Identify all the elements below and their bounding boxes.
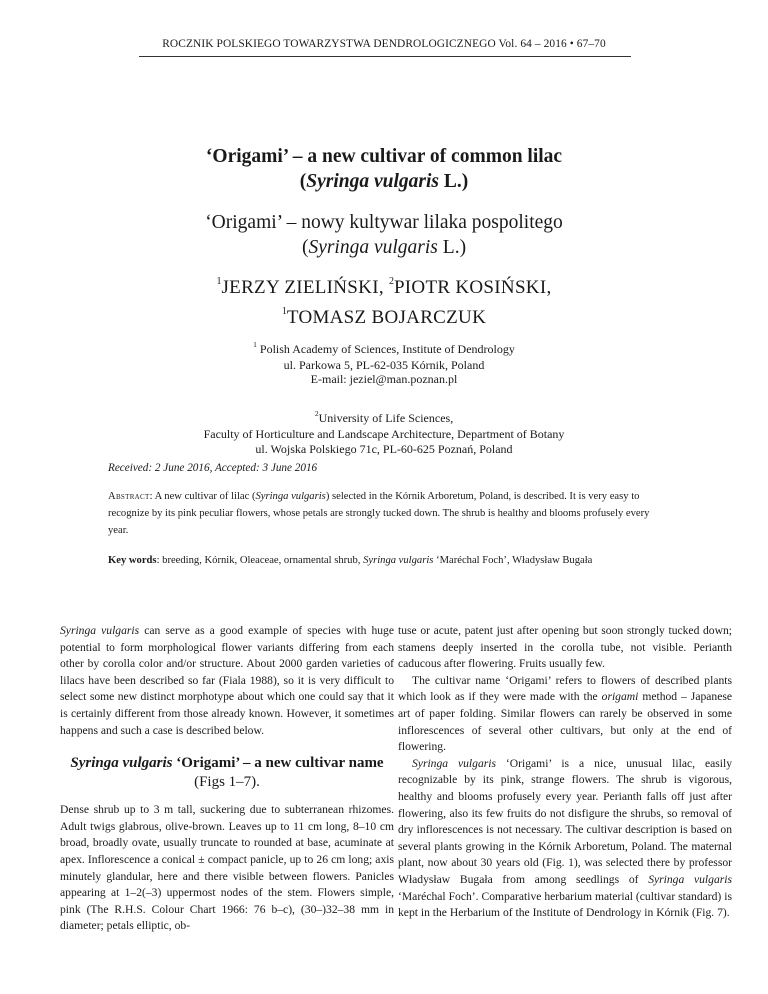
title-polish: ‘Origami’ – nowy kultywar lilaka pospolitego (Syringa vulgaris L.) — [205, 212, 563, 258]
description-paragraph: Dense shrub up to 3 m tall, suckering due to subterranean rhizomes. Adult twigs glabrous, olive-brown. Leaves up to 11 cm long, 8–10 cm broad, broadly ovate, usually truncate to rounded at base, acuminate at apex. Inflorescence a conical ± compact panicle, up to 26 cm long; axis minutely glandular, here and there visible between flowers. Panicles appearing at 1–2(–3) uppermost nodes of the stem. Flowers simple, pink (The R.H.S. Colour Chart 1966: 76 b–c), (30–)32–38 mm in diameter; petals elliptic, ob- — [60, 803, 394, 933]
email-address: E-mail: jeziel@man.poznan.pl — [310, 372, 458, 386]
title-english: ‘Origami’ – a new cultivar of common lilac (Syringa vulgaris L.) — [205, 146, 563, 192]
cultivar-name-paragraph: The cultivar name ‘Origami’ refers to flowers of described plants which look as if they were made with the origami method – Japanese art of paper folding. Similar flowers can rarely be observed in some inflorescences of several other cultivars, but only at the end of flowering. — [398, 673, 733, 754]
abstract-label: Abstract — [108, 491, 150, 502]
cultivar-origin-paragraph: Syringa vulgaris ‘Origami’ is a nice, unusual lilac, easily recognizable by its pink, strange flowers. The shrub is vigorous, healthy and blooms profusely every year. Perianth falls off just after flowering, also its few fruits do not disfigure the shrubs, so removal of dry inflorescences is not necessary. The cultivar description is based on several plants growing in the Kórnik Arboretum, Poland. The maternal plant, now about 30 years old (Fig. 1), was selected there by professor Władysław Bugała from among seedlings of Syringa vulgaris ‘Maréchal Foch’. Comparative herbarium material (cultivar standard) is kept in the Herbarium of the Institute of Dendrology in Kórnik (Fig. 7). — [398, 756, 732, 920]
body-column-right — [398, 623, 732, 922]
affiliation-2: $^2$University of Life Sciences, Faculty of Horticulture and Landscape Architecture, Department of Botany ul. Wojska Polskiego 71c, PL-60-625 Poznań, Poland — [203, 409, 565, 456]
author-list: $^1$JERZY ZIELIŃSKI, $^2$PIOTR KOSIŃSKI, $^1$TOMASZ BOJARCZUK — [216, 276, 552, 328]
title-polish-species: Syringa vulgaris — [308, 237, 438, 258]
running-head-rule — [139, 56, 631, 57]
abstract: Abstract: A new cultivar of lilac (Syringa vulgaris) selected in the Kórnik Arboretum, Poland, is described. It is very easy to recognize by its pink peculiar flowers, whose petals are strongly tucked down. The shrub is healthy and blooms profusely every year. — [108, 491, 650, 536]
keywords: Key words: breeding, Kórnik, Oleaceae, ornamental shrub, Syringa vulgaris ‘Maréchal Foch’, Władysław Bugała — [108, 555, 593, 566]
author-zielinski: JERZY ZIELIŃSKI, — [221, 277, 389, 298]
keywords-label: Key words — [108, 555, 157, 566]
intro-paragraph: Syringa vulgaris can serve as a good example of species with huge potential to form morphological flower variants differing from each other by corolla color and/or structure. About 2000 garden varieties of lilacs have been described so far (Fiala 1988), so it is very difficult to select some new distinct morphotype about which one could say that it is certainly different from those already known. However, it sometimes happens and such a case is described below. — [60, 624, 394, 737]
title-english-line1: ‘Origami’ – a new cultivar of common lilac — [205, 146, 563, 167]
body-column-left — [60, 623, 394, 935]
title-english-species: Syringa vulgaris — [306, 171, 439, 192]
title-block — [0, 144, 768, 260]
running-head: ROCZNIK POLSKIEGO TOWARZYSTWA DENDROLOGICZNEGO Vol. 64 – 2016 • 67–70 — [162, 38, 606, 50]
affiliation-1: $^1$ Polish Academy of Sciences, Institute of Dendrology ul. Parkowa 5, PL-62-035 Kórnik, Poland — [253, 340, 515, 372]
section-heading: Syringa vulgaris ‘Origami’ – a new cultivar name (Figs 1–7). — [70, 755, 384, 791]
author-bojarczuk: TOMASZ BOJARCZUK — [286, 307, 487, 328]
title-polish-line1: ‘Origami’ – nowy kultywar lilaka pospolitego — [205, 212, 563, 233]
author-kosinski: PIOTR KOSIŃSKI, — [393, 277, 552, 298]
received-accepted-dates: Received: 2 June 2016, Accepted: 3 June 2016 — [108, 462, 318, 474]
description-continued: tuse or acute, patent just after opening but soon strongly tucked down; stamens deeply inserted in the corolla tube, not visible. Perianth caducous after flowering. Fruits usually few. — [398, 624, 732, 671]
